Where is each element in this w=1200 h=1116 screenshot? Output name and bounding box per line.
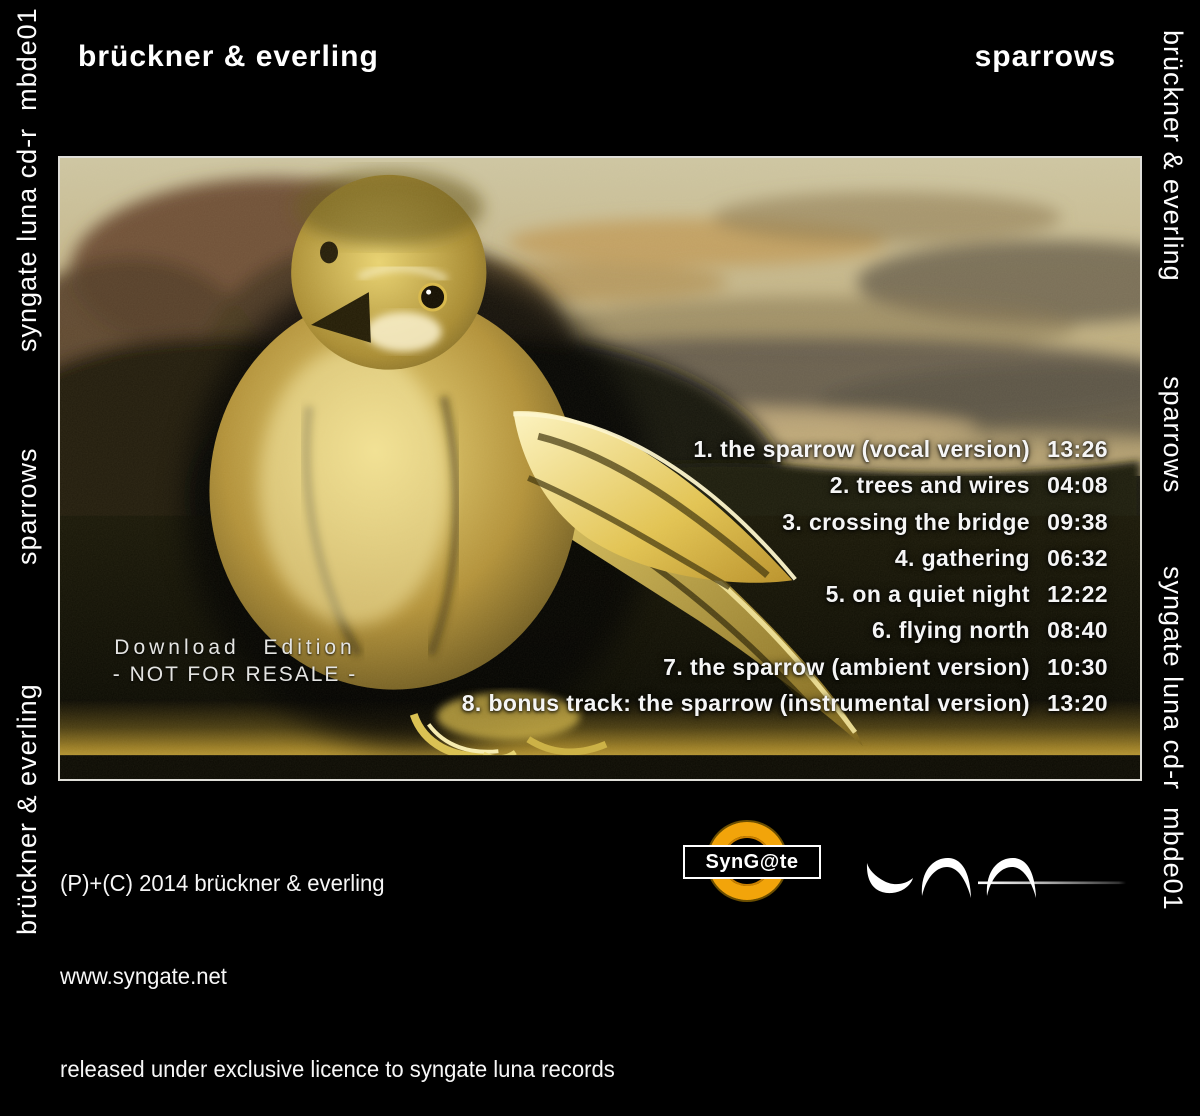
spine-left-artist: brückner & everling (12, 683, 42, 935)
track-title: bonus track: the sparrow (instrumental version) (488, 690, 1030, 717)
track-row (462, 581, 1108, 617)
luna-n-crescent (922, 858, 971, 898)
track-number: 5. (825, 581, 853, 608)
track-number: 2. (829, 472, 857, 499)
edition-notice (100, 636, 370, 687)
luna-a-crescent (987, 858, 1036, 898)
track-row (462, 617, 1108, 653)
spine-left-album: sparrows (12, 447, 42, 565)
spine-right-artist: brückner & everling (1158, 30, 1188, 282)
edition-line2: - NOT FOR RESALE - (112, 663, 358, 686)
luna-logo (850, 786, 1142, 918)
luna-baseline-stroke (978, 882, 1126, 885)
track-title: on a quiet night (852, 581, 1030, 608)
track-time: 10:30 (1047, 653, 1108, 680)
track-number: 7. (663, 653, 690, 680)
spine-left-catalog: syngate luna cd-r mbde01 (12, 7, 42, 352)
track-time: 08:40 (1047, 617, 1108, 644)
track-time: 12:22 (1047, 581, 1108, 608)
track-number: 6. (871, 617, 899, 644)
track-title: flying north (898, 617, 1030, 644)
track-row (462, 436, 1108, 472)
artist-title: brückner & everling (78, 40, 379, 73)
sparrow-photo (58, 156, 1142, 781)
track-title: gathering (921, 544, 1030, 571)
syngate-logo-label: SynG@te (705, 850, 799, 873)
track-time: 06:32 (1047, 544, 1108, 571)
track-title: crossing the bridge (808, 508, 1030, 535)
website-line: www.syngate.net (60, 963, 227, 989)
track-title: the sparrow (ambient version) (689, 653, 1030, 680)
track-number: 4. (894, 544, 922, 571)
album-title: sparrows (974, 40, 1116, 73)
track-list (462, 436, 1108, 726)
track-number: 8. (461, 690, 489, 717)
spine-right-catalog: syngate luna cd-r mbde01 (1158, 566, 1188, 911)
copyright-line: (P)+(C) 2014 brückner & everling (60, 870, 385, 896)
track-row (462, 472, 1108, 508)
licence-line: released under exclusive licence to syngate luna records (60, 1056, 615, 1082)
track-row (462, 545, 1108, 581)
track-row (462, 509, 1108, 545)
track-time: 09:38 (1047, 508, 1108, 535)
track-row (462, 690, 1108, 726)
edition-line1: Download Edition (114, 636, 356, 659)
track-time: 13:26 (1047, 436, 1108, 462)
credits (60, 806, 615, 1116)
track-number: 3. (782, 508, 809, 535)
syngate-logo (683, 845, 821, 879)
track-title: the sparrow (vocal version) (720, 436, 1030, 462)
luna-u-crescent (867, 863, 913, 893)
track-row (462, 654, 1108, 690)
track-time: 13:20 (1047, 690, 1108, 717)
spine-right-album: sparrows (1158, 376, 1188, 494)
track-number: 1. (693, 436, 721, 462)
track-title: trees and wires (856, 472, 1030, 499)
track-time: 04:08 (1047, 472, 1108, 499)
